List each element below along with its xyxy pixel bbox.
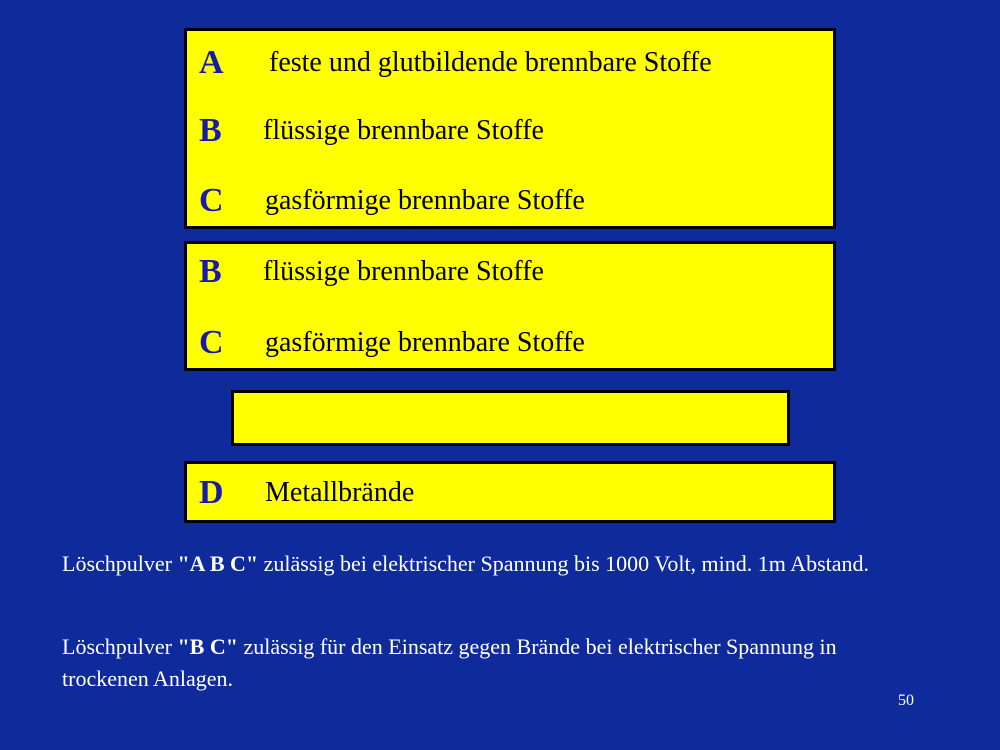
note-powder-class: "B C": [177, 634, 238, 659]
note-text: zulässig für den Einsatz gegen Brände bei elektrischer Spannung in trockenen Anlagen.: [62, 634, 837, 691]
powder-type-label-box: [231, 390, 790, 446]
note-bc-powder: [62, 631, 922, 695]
class-row-c: [187, 323, 833, 363]
fire-class-box-abc: [184, 28, 836, 229]
class-description: gasförmige brennbare Stoffe: [265, 327, 585, 358]
class-description: feste und glutbildende brennbare Stoffe: [269, 47, 712, 78]
class-description: flüssige brennbare Stoffe: [263, 256, 544, 287]
class-row-b: [187, 252, 833, 292]
fire-class-box-bc: [184, 241, 836, 371]
class-description: Metallbrände: [265, 477, 415, 508]
class-letter: C: [199, 182, 224, 219]
note-abc-powder: [62, 548, 922, 580]
class-letter: D: [199, 474, 224, 511]
class-letter: B: [199, 253, 222, 290]
note-prefix: Löschpulver: [62, 634, 178, 659]
class-row-c: [187, 181, 833, 221]
class-row-b: [187, 111, 833, 151]
class-letter: A: [199, 44, 224, 81]
note-powder-class: "A B C": [177, 551, 259, 576]
class-description: flüssige brennbare Stoffe: [263, 115, 544, 146]
class-row-d: [187, 473, 833, 513]
note-text: zulässig bei elektrischer Spannung bis 1000 Volt, mind. 1m Abstand.: [258, 551, 870, 576]
page-number: 50: [898, 692, 914, 709]
class-row-a: [187, 43, 833, 83]
class-letter: B: [199, 112, 222, 149]
class-letter: C: [199, 324, 224, 361]
class-description: gasförmige brennbare Stoffe: [265, 185, 585, 216]
fire-class-box-d: [184, 461, 836, 523]
note-prefix: Löschpulver: [62, 551, 178, 576]
